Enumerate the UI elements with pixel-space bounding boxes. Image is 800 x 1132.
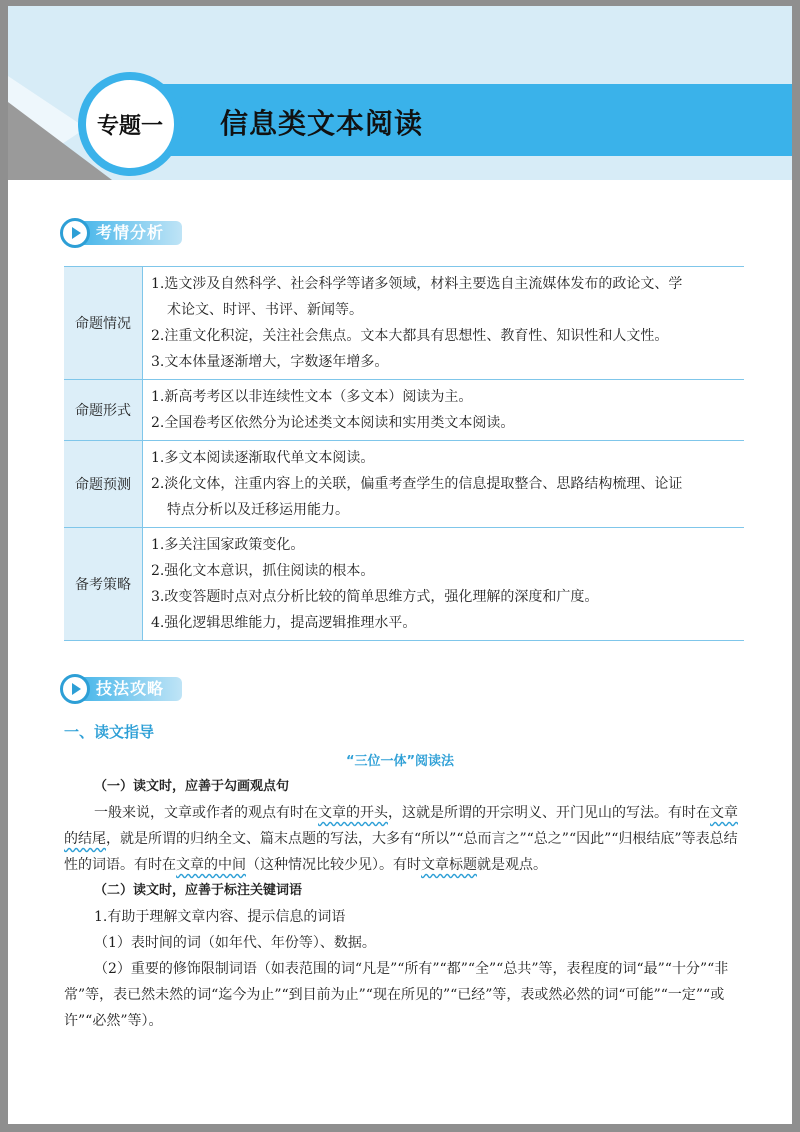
row-line: 2.注重文化积淀，关注社会焦点。文本大都具有思想性、教育性、知识性和人文性。 — [151, 328, 669, 344]
analysis-table — [64, 266, 744, 641]
list-item: （2）重要的修饰限制词语（如表范围的词“凡是”“所有”“都”“全”“总共”等，表程度的词“最”“十分”“非常”等，表已然未然的词“迄今为止”“到目前为止”“现在所见的”“已经”等，表或然必然的词“可能”“一定”“或许”“必然”等）。 — [64, 961, 729, 1029]
row-line: 术论文、时评、书评、新闻等。 — [167, 302, 363, 318]
play-icon — [60, 218, 90, 248]
row-line: 1.选文涉及自然科学、社会科学等诸多领域，材料主要选自主流媒体发布的政论文、学 — [151, 276, 683, 292]
list-item: （1）表时间的词（如年代、年份等）、数据。 — [94, 935, 376, 951]
row-content — [143, 267, 744, 379]
paragraph — [64, 800, 750, 878]
list-item: 1.有助于理解文章内容、提示信息的词语 — [94, 909, 346, 925]
table-row — [64, 441, 744, 528]
row-line: 4.强化逻辑思维能力，提高逻辑推理水平。 — [151, 615, 417, 631]
page — [8, 6, 792, 1124]
subheading: （二）读文时，应善于标注关键词语 — [94, 883, 303, 898]
row-content — [143, 380, 744, 440]
topic-badge — [78, 72, 182, 176]
text-span: ，这就是所谓的开宗明义、开门见山的写法。有时在 — [388, 805, 710, 821]
text-span: （这种情况比较少见）。有时 — [246, 857, 421, 873]
body-text — [64, 774, 750, 1034]
page-title: 信息类文本阅读 — [220, 107, 424, 140]
row-line: 3.改变答题时点对点分析比较的简单思维方式，强化理解的深度和广度。 — [151, 589, 599, 605]
section-tag-skills — [60, 674, 182, 704]
method-title: “三位一体”阅读法 — [345, 754, 455, 769]
row-label: 命题形式 — [64, 380, 143, 440]
section-heading: 一、读文指导 — [64, 723, 155, 741]
row-content — [143, 528, 744, 640]
row-label: 命题情况 — [64, 267, 143, 379]
highlighted-phrase: 文章标题 — [421, 857, 477, 873]
header-band — [8, 6, 792, 180]
highlighted-phrase: 文章的开头 — [318, 805, 388, 821]
text-span: ，就是所谓的归纳全文、篇末点题的写法，大多有“所以”“总而言之”“总之”“因此”“归根结底”等表总结性的词语。有时在 — [64, 831, 738, 873]
table-row — [64, 266, 744, 380]
section-label: 技法攻略 — [82, 677, 182, 701]
text-span: 一般来说，文章或作者的观点有时在 — [94, 805, 318, 821]
row-label: 备考策略 — [64, 528, 143, 640]
row-content — [143, 441, 744, 527]
row-line: 2.全国卷考区依然分为论述类文本阅读和实用类文本阅读。 — [151, 415, 515, 431]
row-line: 3.文本体量逐渐增大，字数逐年增多。 — [151, 354, 389, 370]
section-tag-analysis — [60, 218, 182, 248]
row-line: 特点分析以及迁移运用能力。 — [167, 502, 349, 518]
highlighted-phrase: 文章的结尾 — [64, 805, 738, 847]
row-line: 2.淡化文体，注重内容上的关联，偏重考查学生的信息提取整合、思路结构梳理、论证 — [151, 476, 683, 492]
row-line: 1.多关注国家政策变化。 — [151, 537, 305, 553]
play-icon — [60, 674, 90, 704]
text-span: 就是观点。 — [477, 857, 547, 873]
highlighted-phrase: 文章的中间 — [176, 857, 246, 873]
row-line: 2.强化文本意识，抓住阅读的根本。 — [151, 563, 375, 579]
row-line: 1.新高考考区以非连续性文本（多文本）阅读为主。 — [151, 389, 473, 405]
row-line: 1.多文本阅读逐渐取代单文本阅读。 — [151, 450, 375, 466]
section-label: 考情分析 — [82, 221, 182, 245]
table-row — [64, 380, 744, 441]
table-row — [64, 528, 744, 641]
subheading: （一）读文时，应善于勾画观点句 — [94, 779, 290, 794]
row-label: 命题预测 — [64, 441, 143, 527]
topic-badge-label: 专题一 — [86, 80, 174, 168]
